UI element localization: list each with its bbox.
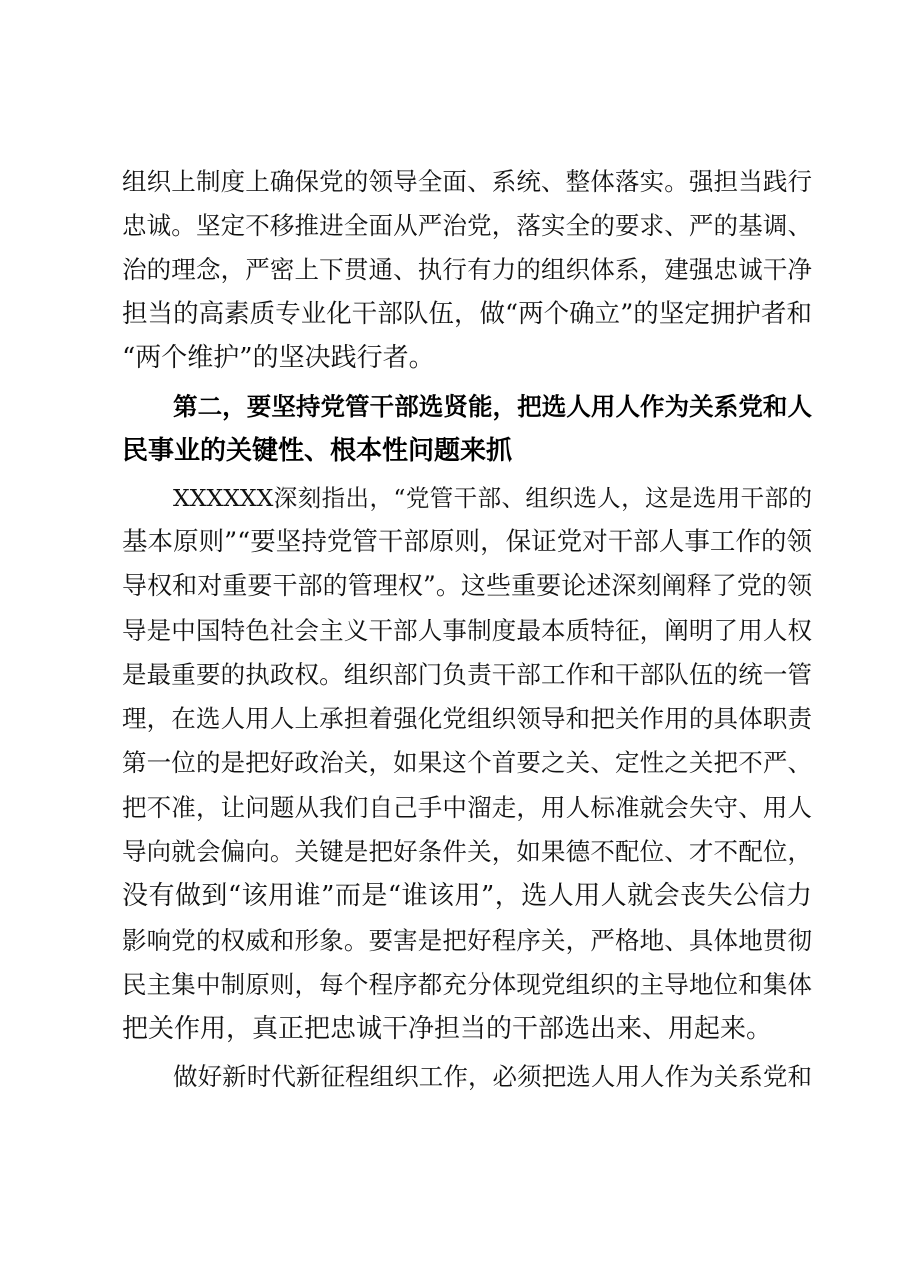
paragraph-1-line-4: 担当的高素质专业化干部队伍，做“两个确立”的坚定拥护者和 bbox=[122, 299, 812, 329]
paragraph-3-line-10: 没有做到“该用谁”而是“谁该用”，选人用人就会丧失公信力 bbox=[122, 881, 812, 911]
paragraph-3-line-1: XXXXXX深刻指出，“党管干部、组织选人，这是选用干部的 bbox=[173, 484, 812, 512]
paragraph-3-line-2: 基本原则”“要坚持党管干部原则，保证党对干部人事工作的领 bbox=[122, 527, 812, 557]
paragraph-3-line-11: 影响党的权威和形象。要害是把好程序关，严格地、具体地贯彻 bbox=[122, 926, 812, 955]
section-heading-line-2: 民事业的关键性、根本性问题来抓 bbox=[122, 436, 513, 466]
paragraph-1-line-3: 治的理念，严密上下贯通、执行有力的组织体系，建强忠诚干净 bbox=[122, 255, 812, 284]
paragraph-3-line-4: 导是中国特色社会主义干部人事制度最本质特征，阐明了用人权 bbox=[122, 616, 812, 645]
paragraph-3-line-6: 理，在选人用人上承担着强化党组织领导和把关作用的具体职责 bbox=[122, 704, 812, 733]
paragraph-3-line-9: 导向就会偏向。关键是把好条件关，如果德不配位、才不配位， bbox=[122, 837, 812, 866]
paragraph-1-line-2: 忠诚。坚定不移推进全面从严治党，落实全的要求、严的基调、 bbox=[122, 211, 812, 240]
paragraph-1-line-1: 组织上制度上确保党的领导全面、系统、整体落实。强担当践行 bbox=[122, 167, 812, 196]
paragraph-4-line-1: 做好新时代新征程组织工作，必须把选人用人作为关系党和 bbox=[173, 1062, 812, 1091]
section-heading-line-1: 第二，要坚持党管干部选贤能，把选人用人作为关系党和人 bbox=[173, 392, 812, 421]
paragraph-3-line-8: 把不准，让问题从我们自己手中溜走，用人标准就会失守、用人 bbox=[122, 793, 812, 822]
paragraph-1-line-5: “两个维护”的坚决践行者。 bbox=[122, 343, 435, 373]
paragraph-3-line-7: 第一位的是把好政治关，如果这个首要之关、定性之关把不严、 bbox=[122, 748, 812, 777]
paragraph-3-line-12: 民主集中制原则，每个程序都充分体现党组织的主导地位和集体 bbox=[122, 970, 812, 999]
paragraph-3-line-13: 把关作用，真正把忠诚干净担当的干部选出来、用起来。 bbox=[122, 1014, 773, 1044]
paragraph-3-line-5: 是最重要的执政权。组织部门负责干部工作和干部队伍的统一管 bbox=[122, 660, 812, 689]
paragraph-3-line-3: 导权和对重要干部的管理权”。这些重要论述深刻阐释了党的领 bbox=[122, 571, 812, 600]
